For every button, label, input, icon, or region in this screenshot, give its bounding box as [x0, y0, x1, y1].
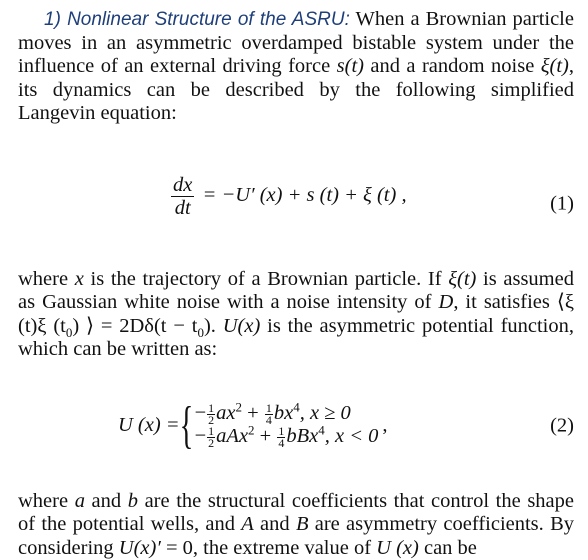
case-2-plus: + [255, 425, 277, 447]
half-fraction-2 [207, 426, 215, 449]
equation-1-rhs: = −U′ (x) + s (t) + ξ (t) , [202, 184, 406, 206]
half-fraction [207, 403, 215, 426]
paragraph-2-text-e: ) ⟩ = 2Dδ(t − t [72, 315, 197, 337]
paragraph-2 [18, 268, 574, 362]
math-xi-t-2: ξ(t) [448, 268, 476, 290]
derivative-fraction [171, 174, 194, 219]
math-s-t: s(t) [337, 55, 364, 77]
case-2-minus: − [195, 425, 207, 447]
equation-2 [18, 398, 574, 454]
case-2-condition: , x < 0 [325, 425, 379, 447]
paragraph-3-text-a: where [18, 490, 75, 512]
quarter-num: 1 [265, 403, 273, 415]
case-2-bBx: bBx [286, 425, 318, 447]
paragraph-3-text-d: and [254, 513, 296, 535]
paragraph-2-text-b: is the trajectory of a Brownian particle. If [84, 268, 448, 290]
half-num-2: 1 [207, 426, 215, 438]
half-den: 2 [208, 415, 214, 426]
paragraph-2-text-g: is the asymmetric potential function, which can be written as: [18, 315, 574, 361]
paragraph-2-text-f: ). [204, 315, 223, 337]
exp-4b: 4 [318, 422, 325, 437]
paragraph-1-text-b: and a random noise [364, 55, 541, 77]
equation-2-trail: , [382, 414, 387, 438]
piecewise-cases [195, 403, 379, 449]
case-1 [195, 403, 379, 426]
paragraph-3-text-e: are asymmetry coefficients. By considering [18, 513, 574, 559]
math-xi-t: ξ(t) [541, 55, 569, 77]
paragraph-2-text-a: where [18, 268, 75, 290]
math-b: b [128, 490, 138, 512]
equation-1-number: (1) [550, 192, 574, 216]
section-heading: 1) Nonlinear Structure of the ASRU: [44, 9, 350, 30]
math-U-x: U(x) [223, 315, 261, 337]
math-A: A [241, 513, 254, 535]
math-a: a [75, 490, 85, 512]
fraction-denominator: dt [175, 197, 191, 219]
quarter-den: 4 [266, 415, 272, 426]
math-D: D [439, 291, 454, 313]
exp-2: 2 [236, 399, 243, 414]
equation-1 [18, 174, 574, 234]
quarter-fraction [265, 403, 273, 426]
subscript-zero-2: 0 [197, 325, 204, 340]
subscript-zero: 0 [66, 325, 73, 340]
case-1-ax: ax [216, 402, 235, 424]
case-2 [195, 426, 379, 449]
half-den-2: 2 [208, 438, 214, 449]
paragraph-1-text-a: When a Brownian particle moves in an asymmetric overdamped bistable system under the influence of an external driving force [18, 8, 574, 77]
quarter-fraction-2 [277, 426, 285, 449]
half-num: 1 [207, 403, 215, 415]
paragraph-3-text-b: and [85, 490, 128, 512]
paragraph-1 [18, 8, 574, 126]
case-2-aAx: aAx [216, 425, 248, 447]
left-brace: { [179, 400, 193, 452]
math-U-x-prime: U(x)′ [119, 537, 161, 559]
case-1-plus: + [242, 402, 264, 424]
math-U-x-2: U (x) [376, 537, 419, 559]
equation-2-number: (2) [550, 414, 574, 438]
paragraph-3-text-c: are the structural coefficients that control the shape of the potential wells, and [18, 490, 574, 536]
exp-4: 4 [293, 399, 300, 414]
case-1-condition: , x ≥ 0 [300, 402, 351, 424]
case-1-bx: bx [274, 402, 293, 424]
math-B: B [296, 513, 309, 535]
quarter-den-2: 4 [278, 438, 284, 449]
fraction-numerator: dx [171, 174, 194, 197]
math-x: x [75, 268, 84, 290]
case-1-minus: − [195, 402, 207, 424]
equation-1-body [168, 174, 407, 219]
paragraph-2-text-d: , it satisfies ⟨ξ (t)ξ (t [18, 291, 574, 337]
exp-2b: 2 [248, 422, 255, 437]
equation-2-lhs: U (x) = [118, 414, 180, 438]
paragraph-3-text-g: can be [419, 537, 477, 559]
paragraph-3-text-f: = 0, the extreme value of [161, 537, 376, 559]
paragraph-1-text-c: , its dynamics can be described by the following simplified Langevin equation: [18, 55, 574, 124]
paragraph-2-text-c: is assumed as Gaussian white noise with a noise intensity of [18, 268, 574, 314]
paragraph-3 [18, 490, 574, 560]
equation-2-body [118, 398, 388, 454]
quarter-num-2: 1 [277, 426, 285, 438]
